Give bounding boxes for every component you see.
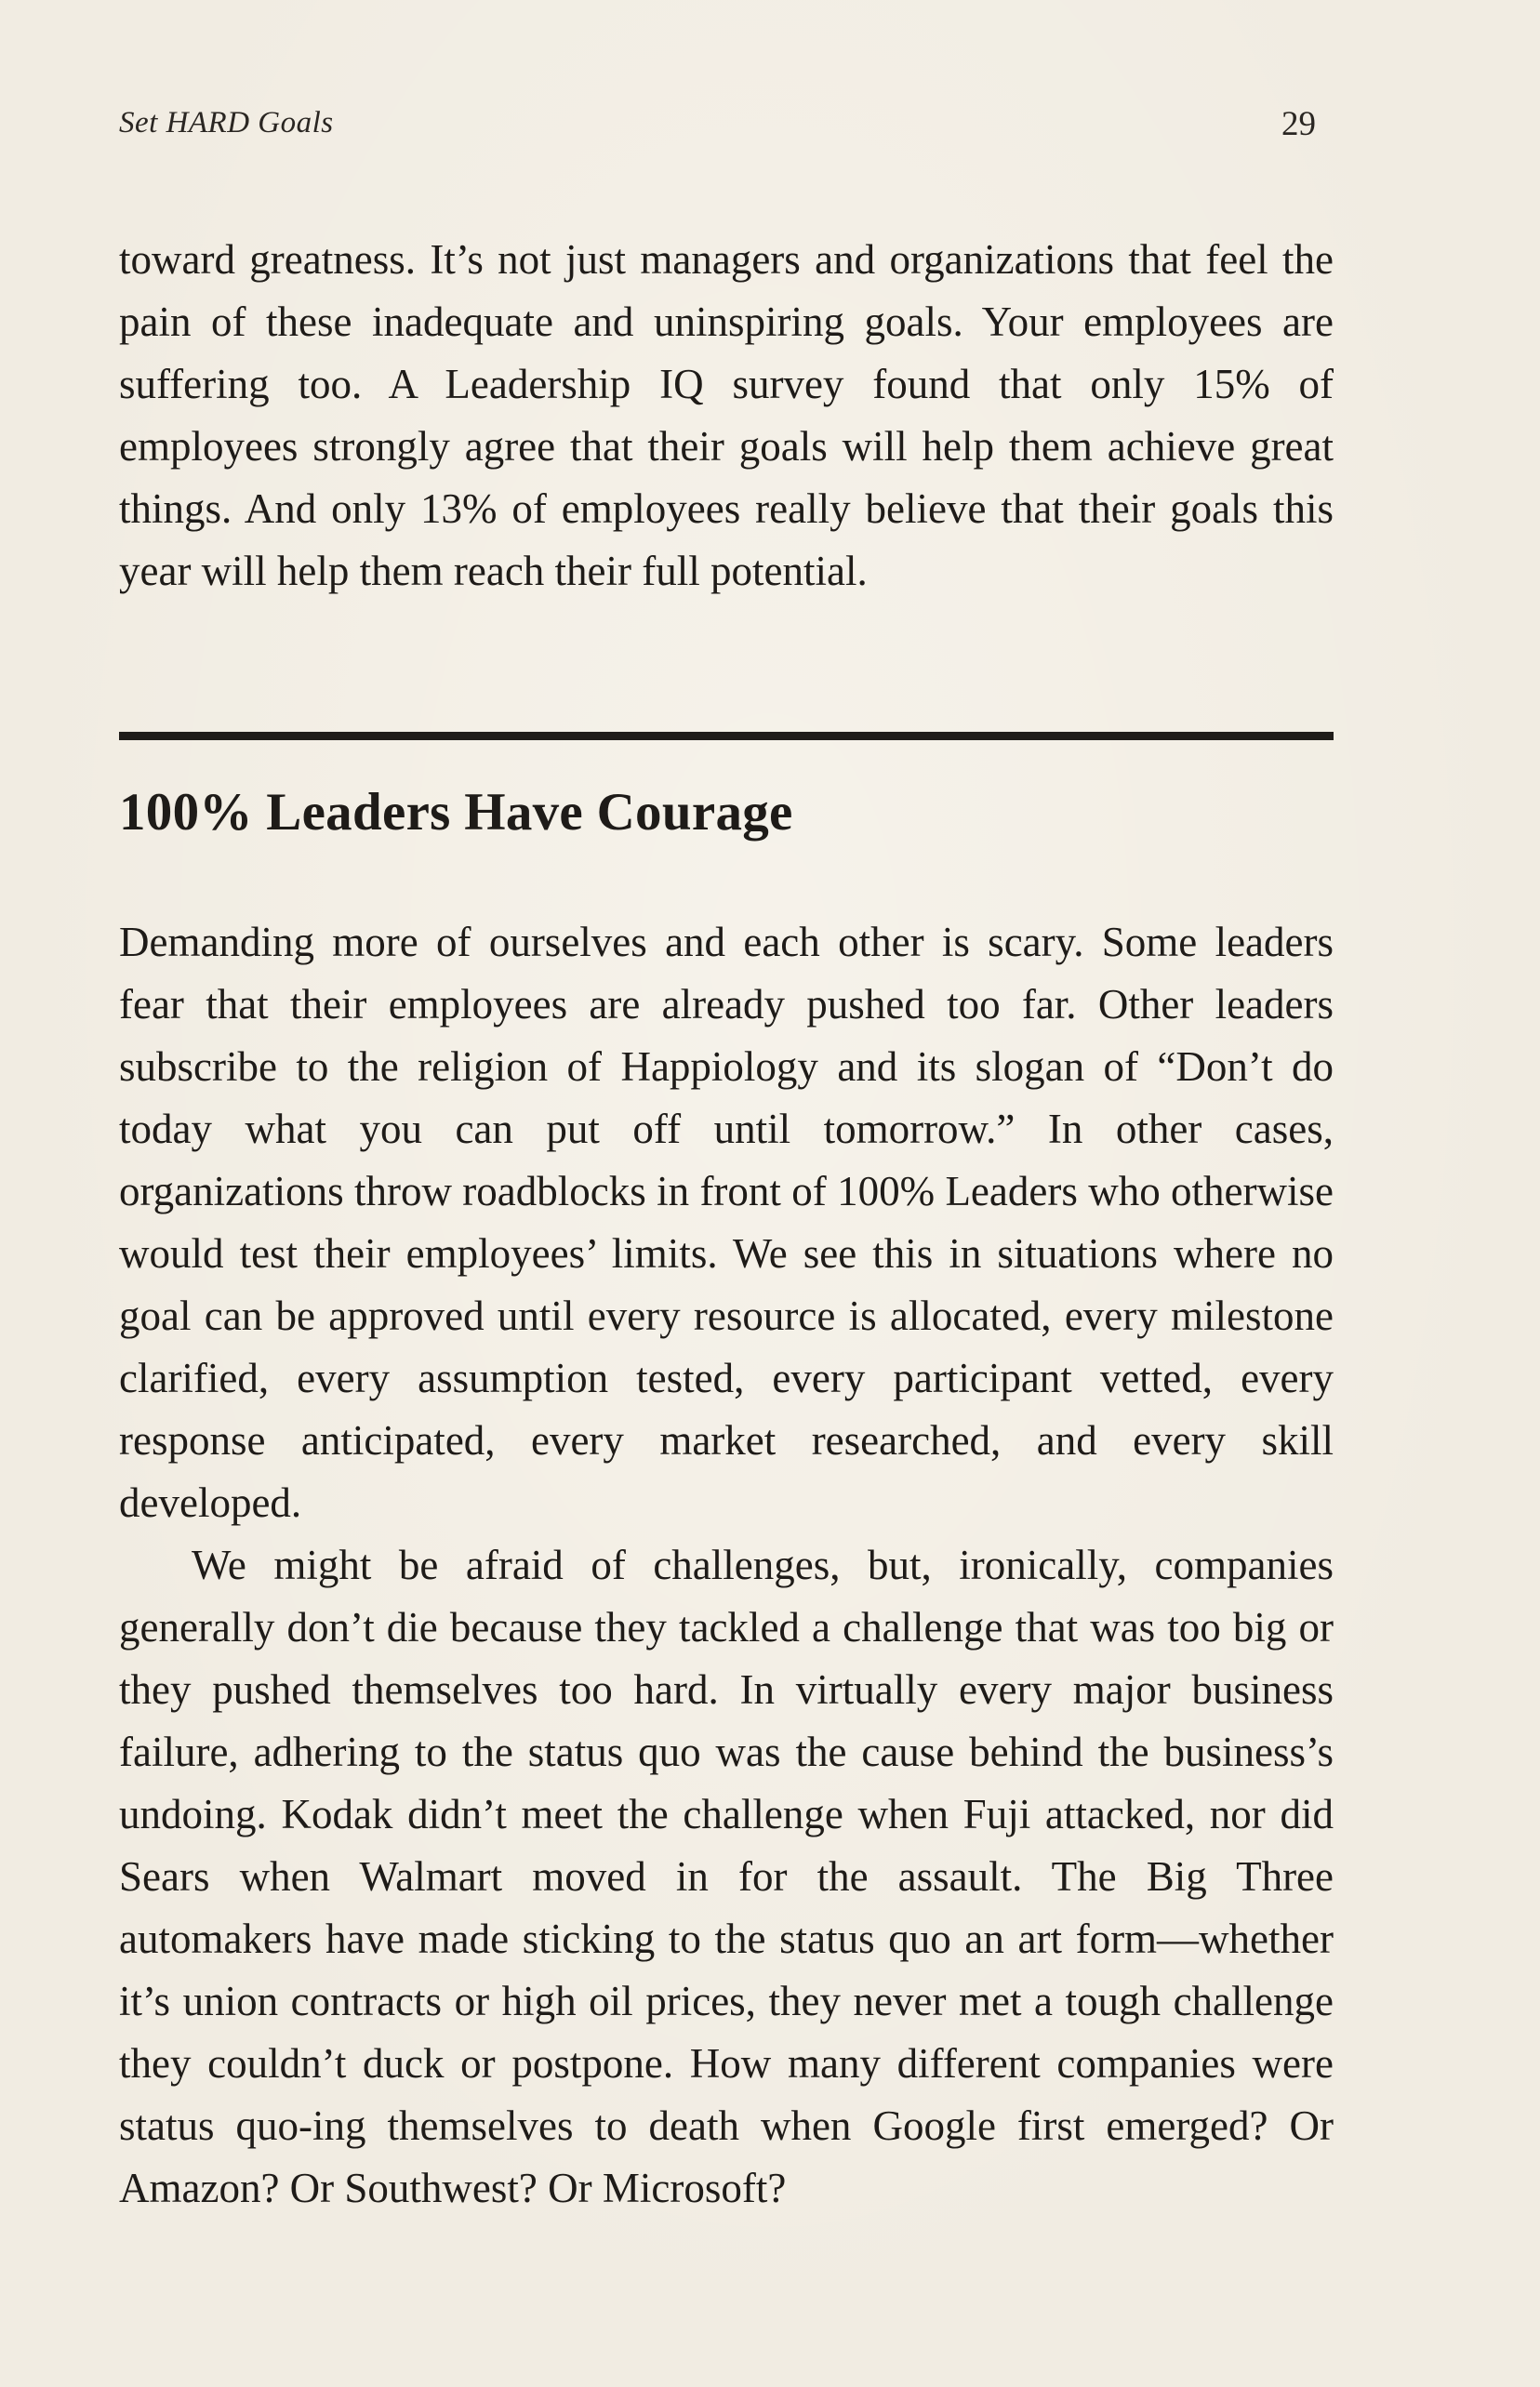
section-heading: 100% Leaders Have Courage [119,783,793,842]
section-paragraph-1: Demanding more of ourselves and each other is scary. Some leaders fear that their employees are already pushed too far. Other leaders subscribe to the religion of Happiology and its slogan of “Don’t do today what you can put off until tomorrow.” In other cases, organizations throw roadblocks in front of 100% Leaders who otherwise would test their employees’ limits. We see this in situations where no goal can be approved until every resource is allocated, every milestone clarified, every assumption tested, every participant vetted, every response anticipated, every market researched, and every skill developed. [119,919,1334,1526]
section-paragraph-2: We might be afraid of challenges, but, ironically, companies generally don’t die because they tackled a challenge that was too big or they pushed themselves too hard. In virtually every major business failure, adhering to the status quo was the cause behind the business’s undoing. Kodak didn’t meet the challenge when Fuji attacked, nor did Sears when Walmart moved in for the assault. The Big Three automakers have made sticking to the status quo an art form—whether it’s union contracts or high oil prices, they never met a tough challenge they couldn’t duck or postpone. How many different companies were status quo-ing themselves to death when Google first emerged? Or Amazon? Or Southwest? Or Microsoft? [119,1542,1334,2211]
intro-paragraph: toward greatness. It’s not just managers and organizations that feel the pain of these inadequate and uninspiring goals. Your employees are suffering too. A Leadership IQ survey found that only 15% of employees strongly agree that their goals will help them achieve great things. And only 13% of employees really believe that their goals this year will help them reach their full potential. [119,236,1334,594]
running-head: Set HARD Goals [119,106,334,139]
page-number: 29 [1281,105,1316,143]
intro-text-block [119,229,1334,603]
section-text-block [119,911,1334,2220]
section-divider-rule [119,732,1334,740]
